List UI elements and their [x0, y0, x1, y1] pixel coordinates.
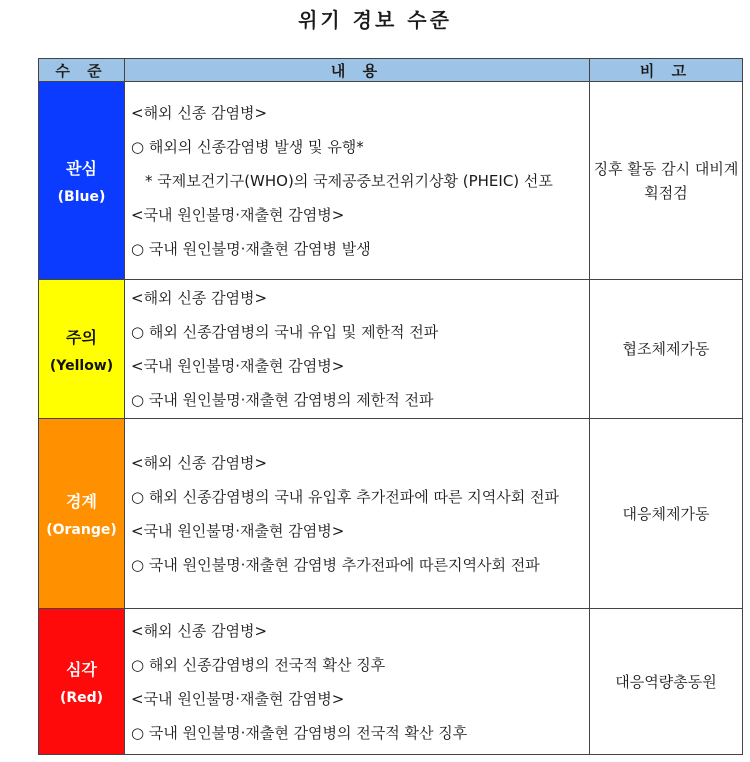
- level-english: (Yellow): [49, 357, 114, 374]
- content-item: ○ 해외 신종감염병의 국내 유입후 추가전파에 따른 지역사회 전파: [131, 487, 559, 506]
- content-heading: <해외 신종 감염병>: [131, 453, 268, 472]
- page-title: 위기 경보 수준: [298, 8, 452, 32]
- content-item: ○ 해외 신종감염병의 국내 유입 및 제한적 전파: [131, 323, 439, 341]
- level-cell-orange: [39, 419, 125, 609]
- level-name: 심각: [66, 660, 97, 679]
- table-header-row: [39, 59, 743, 82]
- level-name: 관심: [66, 159, 97, 178]
- content-heading: <해외 신종 감염병>: [131, 103, 268, 122]
- level-english: (Red): [59, 690, 104, 706]
- content-heading: <해외 신종 감염병>: [131, 621, 268, 640]
- level-cell-red: [39, 609, 125, 755]
- header-remark: 비 고: [590, 59, 743, 82]
- content-item: ○ 해외의 신종감염병 발생 및 유행*: [131, 137, 364, 156]
- content-item: ○ 국내 원인불명·재출현 감염병의 제한적 전파: [131, 391, 434, 409]
- content-item: ○ 국내 원인불명·재출현 감염병의 전국적 확산 징후: [131, 723, 468, 742]
- content-item: ○ 국내 원인불명·재출현 감염병 추가전파에 따른지역사회 전파: [131, 555, 540, 574]
- table-row: [39, 82, 743, 280]
- remark-cell: 대응체제가동: [590, 419, 743, 609]
- remark-cell: 징후 활동 감시 대비계획점검: [590, 82, 743, 280]
- content-cell: [125, 609, 590, 755]
- level-english: (Blue): [57, 189, 106, 205]
- content-cell: [125, 82, 590, 280]
- header-level: 수 준: [39, 59, 125, 82]
- table-row: [39, 419, 743, 609]
- content-item: ○ 국내 원인불명·재출현 감염병 발생: [131, 239, 371, 258]
- content-cell: [125, 419, 590, 609]
- header-content: 내 용: [125, 59, 590, 82]
- content-heading: <국내 원인불명·재출현 감염병>: [131, 521, 345, 540]
- table-row: [39, 280, 743, 419]
- level-cell-yellow: [39, 280, 125, 419]
- content-heading: <국내 원인불명·재출현 감염병>: [131, 205, 345, 224]
- remark-cell: 대응역량총동원: [590, 609, 743, 755]
- level-cell-blue: [39, 82, 125, 280]
- level-name: 경계: [66, 492, 97, 511]
- content-heading: <해외 신종 감염병>: [131, 289, 268, 307]
- content-heading: <국내 원인불명·재출현 감염병>: [131, 689, 345, 708]
- content-cell: [125, 280, 590, 419]
- table-row: [39, 609, 743, 755]
- alert-level-table: [38, 58, 743, 755]
- content-heading: <국내 원인불명·재출현 감염병>: [131, 357, 345, 375]
- level-name: 주의: [66, 327, 97, 347]
- remark-cell: 협조체제가동: [590, 280, 743, 419]
- content-note: * 국제보건기구(WHO)의 국제공중보건위기상황 (PHEIC) 선포: [145, 171, 553, 190]
- level-english: (Orange): [46, 522, 117, 538]
- content-item: ○ 해외 신종감염병의 전국적 확산 징후: [131, 655, 386, 674]
